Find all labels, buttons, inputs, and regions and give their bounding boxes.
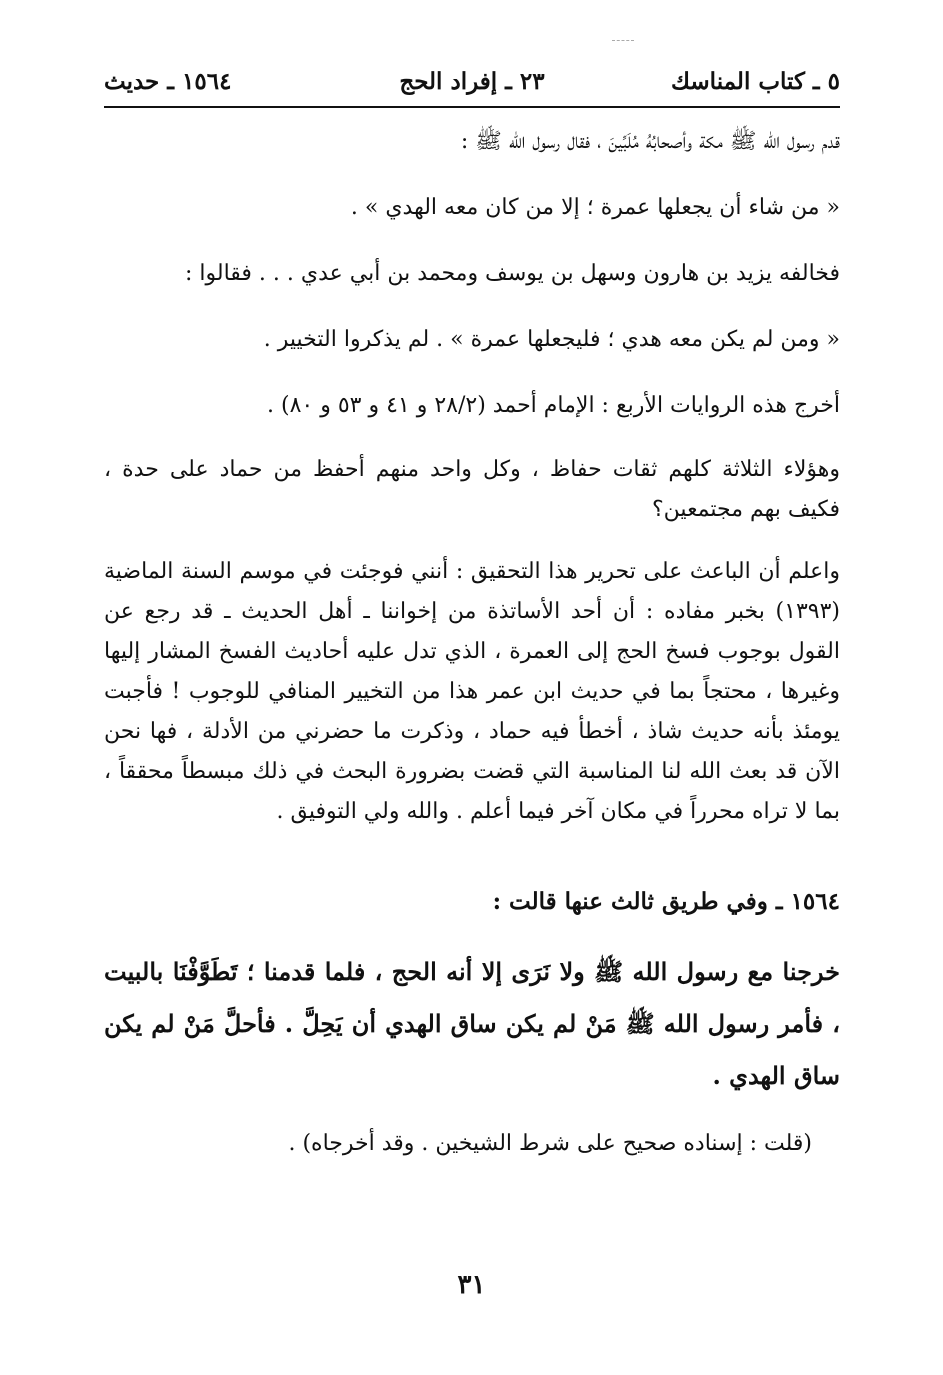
paragraph-3: فخالفه يزيد بن هارون وسهل بن يوسف ومحمد بن أبي عدي . . . فقالوا : <box>184 261 840 286</box>
page-body <box>104 122 840 1186</box>
top-scan-mark <box>612 40 634 41</box>
running-header <box>104 62 840 106</box>
hadith-text: خرجنا مع رسول الله ﷺ ولا نَرَى إلا أنه الحج ، فلما قدمنا ؛ تَطَوَّفْنَا بالبيت ، فأمر رسول الله ﷺ مَنْ لم يكن ساق الهدي أن يَحِلَّ . فأحلَّ مَنْ لم يكن ساق الهدي . <box>104 957 840 1090</box>
hadith-heading: ١٥٦٤ ـ وفي طريق ثالث عنها قالت : <box>492 888 840 915</box>
paragraph-4: « ومن لم يكن معه هدي ؛ فليجعلها عمرة » . لم يذكروا التخيير . <box>263 327 840 352</box>
header-hadith-number: ١٥٦٤ ـ حديث <box>104 68 232 95</box>
header-chapter-title: ٢٣ ـ إفراد الحج <box>399 68 545 95</box>
header-rule <box>104 106 840 108</box>
header-book-title: ٥ ـ كتاب المناسك <box>671 68 840 95</box>
paragraph-6: وهؤلاء الثلاثة كلهم ثقات حفاظ ، وكل واحد منهم أحفظ من حماد على حدة ، فكيف بهم مجتمعين؟ <box>104 457 840 522</box>
paragraph-1: قدم رسول الله ﷺ مكة وأصحابُهُ مُلَبِّينَ ، فقال رسول الله ﷺ : <box>460 129 840 154</box>
paragraph-2: « من شاء أن يجعلها عمرة ؛ إلا من كان معه الهدي » . <box>350 195 840 220</box>
paragraph-7: واعلم أن الباعث على تحرير هذا التحقيق : أنني فوجئت في موسم السنة الماضية (١٣٩٣) بخبر مفاده : أن أحد الأساتذة من إخواننا ـ أهل الحديث ـ قد رجع عن القول بوجوب فسخ الحج إلى العمرة ، الذي تدل عليه أحاديث الفسخ المشار إليها وغيرها ، محتجاً بما في حديث ابن عمر هذا من التخيير المنافي للوجوب ! فأجبت يومئذ بأنه حديث شاذ ، أخطأ فيه حماد ، وذكرت ما حضرني من الأدلة ، فها نحن الآن قد بعث الله لنا المناسبة التي قضت بضرورة البحث في ذلك مبسطاً محققاً ، بما لا تراه محرراً في مكان آخر فيما أعلم . والله ولي التوفيق . <box>104 559 840 824</box>
page-number: ٣١ <box>457 1270 486 1300</box>
paragraph-5: أخرج هذه الروايات الأربع : الإمام أحمد (٢٨/٢ و ٤١ و ٥٣ و ٨٠) . <box>266 393 840 418</box>
isnad-note: (قلت : إسناده صحيح على شرط الشيخين . وقد أخرجاه) . <box>288 1131 812 1156</box>
